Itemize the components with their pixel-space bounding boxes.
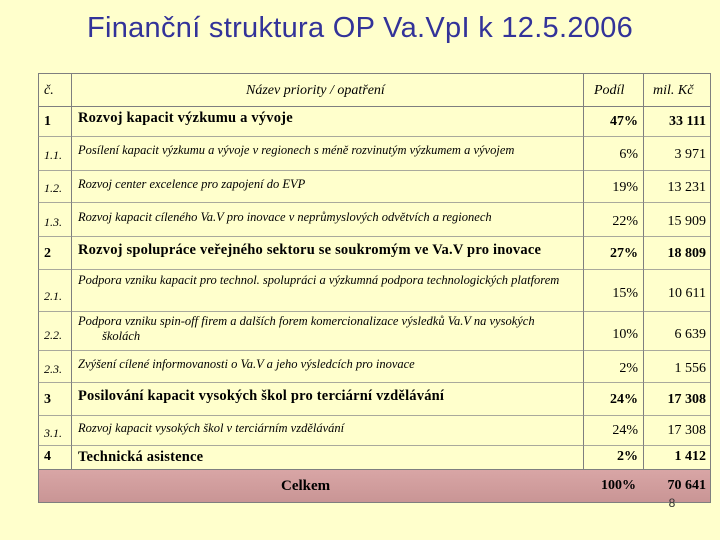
row-name: Rozvoj kapacit vysokých škol v terciárním vzdělávání xyxy=(78,420,345,435)
row-amount: 1 412 xyxy=(674,449,706,464)
row-amount: 15 909 xyxy=(667,214,706,229)
row-amount: 33 111 xyxy=(669,114,706,129)
page-title: Finanční struktura OP Va.VpI k 12.5.2006 xyxy=(86,12,634,44)
row-number: 1.3. xyxy=(44,214,62,229)
row-name: Rozvoj kapacit výzkumu a vývoje xyxy=(78,109,293,126)
row-number: 1.1. xyxy=(44,147,62,162)
row-share: 24% xyxy=(612,423,638,438)
row-amount: 18 809 xyxy=(667,246,706,261)
row-share: 10% xyxy=(612,327,638,342)
row-number: 2.2. xyxy=(44,327,62,342)
row-name: Posílení kapacit výzkumu a vývoje v regionech s méně rozvinutým výzkumem a vývojem xyxy=(78,142,515,157)
row-share: 2% xyxy=(619,361,638,376)
row-name-text: Podpora vzniku spin-off firem a dalších forem komercionalizace výsledků Va.V na vysokých školách xyxy=(78,314,535,343)
row-share: 47% xyxy=(610,114,638,129)
row-amount: 17 308 xyxy=(667,392,706,407)
total-label: Celkem xyxy=(281,477,331,494)
row-amount: 10 611 xyxy=(668,286,706,301)
header-number: č. xyxy=(44,83,54,98)
row-share: 6% xyxy=(619,147,638,162)
row-amount: 17 308 xyxy=(667,423,706,438)
row-share: 19% xyxy=(612,180,638,195)
row-number: 2.1. xyxy=(44,288,62,303)
row-name xyxy=(78,313,548,347)
row-amount: 1 556 xyxy=(674,361,706,376)
total-share: 100% xyxy=(601,478,636,493)
total-amount: 70 641 xyxy=(667,478,706,493)
row-number: 2.3. xyxy=(44,361,62,376)
row-share: 15% xyxy=(612,286,638,301)
row-number: 1 xyxy=(44,114,51,129)
row-amount: 13 231 xyxy=(667,180,706,195)
row-share: 2% xyxy=(617,449,638,464)
row-number: 2 xyxy=(44,246,51,261)
row-name: Zvýšení cílené informovanosti o Va.V a jeho výsledcích pro inovace xyxy=(78,356,415,371)
row-amount: 3 971 xyxy=(674,147,706,162)
header-name: Název priority / opatření xyxy=(246,83,385,98)
header-share: Podíl xyxy=(594,83,625,98)
row-name-text: Podpora vzniku kapacit pro technol. spolupráci a výzkumná podpora technologických platforem xyxy=(78,273,560,287)
row-share: 22% xyxy=(612,214,638,229)
page-number: 8 xyxy=(668,496,676,510)
row-share: 24% xyxy=(610,392,638,407)
row-share: 27% xyxy=(610,246,638,261)
row-name: Technická asistence xyxy=(78,448,204,465)
row-name: Rozvoj kapacit cíleného Va.V pro inovace v neprůmyslových odvětvích a regionech xyxy=(78,209,492,224)
row-amount: 6 639 xyxy=(674,327,706,342)
header-amount: mil. Kč xyxy=(653,83,694,98)
row-number: 3.1. xyxy=(44,425,62,440)
row-number: 3 xyxy=(44,392,51,407)
row-name: Posilování kapacit vysokých škol pro terciární vzdělávání xyxy=(78,387,445,404)
row-name: Rozvoj spolupráce veřejného sektoru se soukromým ve Va.V pro inovace xyxy=(78,241,542,258)
row-number: 4 xyxy=(44,449,51,464)
row-name: Rozvoj center excelence pro zapojení do EVP xyxy=(78,176,306,191)
row-name xyxy=(78,271,573,307)
row-number: 1.2. xyxy=(44,180,62,195)
